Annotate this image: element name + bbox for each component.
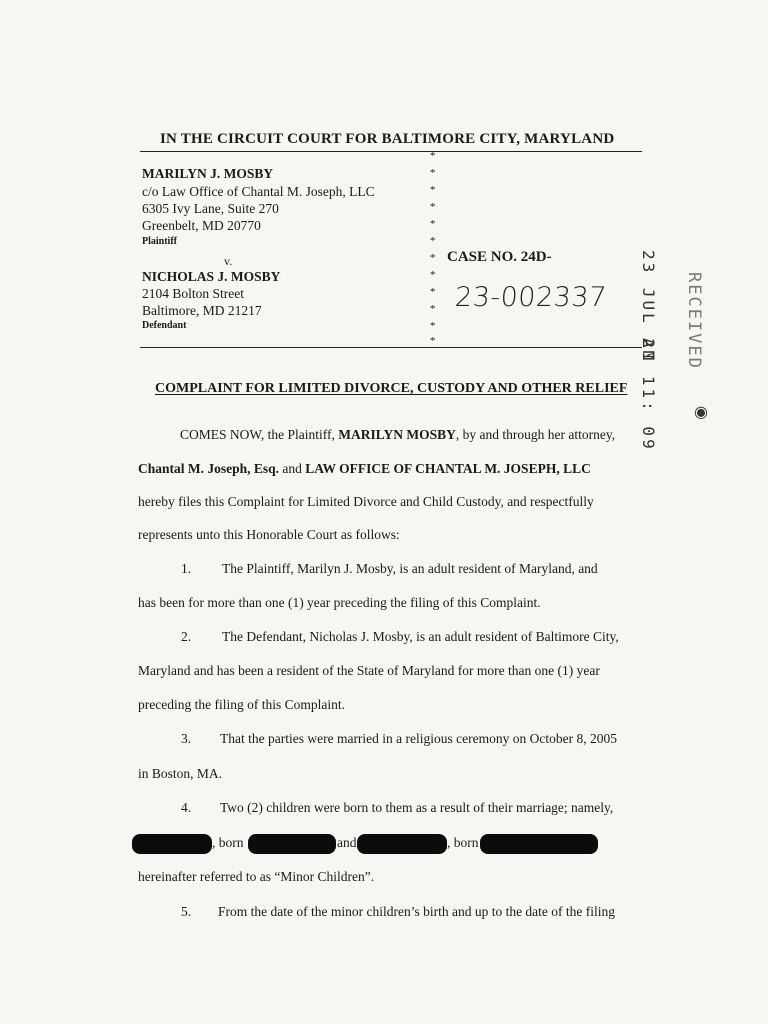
paragraph-3-line-1: That the parties were married in a religious ceremony on October 8, 2005	[220, 731, 617, 746]
complaint-title: COMPLAINT FOR LIMITED DIVORCE, CUSTODY AND OTHER RELIEF	[155, 381, 628, 396]
plaintiff-address-line1: c/o Law Office of Chantal M. Joseph, LLC	[142, 184, 375, 199]
plaintiff-name: MARILYN J. MOSBY	[142, 166, 274, 181]
intro-line-1	[180, 427, 615, 443]
filing-date-stamp: 23 JUL 21	[639, 250, 658, 364]
caption-star: *	[430, 235, 436, 247]
intro-text: COMES NOW, the Plaintiff,	[180, 427, 339, 442]
born-text: , born	[447, 835, 479, 850]
attorney-name: Chantal M. Joseph, Esq.	[138, 461, 280, 476]
intro-text: , by and through her attorney,	[455, 427, 616, 442]
seal-icon: ◉	[694, 404, 708, 421]
paragraph-4-line-3: hereinafter referred to as “Minor Children”.	[138, 869, 375, 884]
plaintiff-address-line3: Greenbelt, MD 20770	[142, 218, 261, 233]
defendant-name: NICHOLAS J. MOSBY	[142, 269, 281, 284]
redaction-bar	[357, 834, 447, 854]
caption-star: *	[430, 320, 436, 332]
caption-star: *	[430, 201, 436, 213]
redaction-bar	[480, 834, 598, 854]
received-stamp: RECEIVED	[684, 272, 704, 370]
caption-bottom-rule	[140, 347, 642, 348]
law-office-name: LAW OFFICE OF CHANTAL M. JOSEPH, LLC	[305, 461, 591, 476]
paragraph-2-line-3: preceding the filing of this Complaint.	[138, 697, 345, 712]
case-number-label: CASE NO. 24D-	[447, 249, 552, 265]
intro-line-3: hereby files this Complaint for Limited Divorce and Child Custody, and respectfully	[138, 494, 594, 509]
defendant-role: Defendant	[142, 320, 187, 331]
intro-line-2	[138, 461, 591, 477]
paragraph-1-line-2: has been for more than one (1) year preceding the filing of this Complaint.	[138, 595, 541, 610]
paragraph-2-line-2: Maryland and has been a resident of the State of Maryland for more than one (1) year	[138, 663, 600, 678]
caption-star: *	[430, 303, 436, 315]
defendant-address-line2: Baltimore, MD 21217	[142, 303, 262, 318]
versus-label: v.	[224, 254, 233, 268]
paragraph-number: 3.	[181, 731, 192, 746]
intro-line-4: represents unto this Honorable Court as follows:	[138, 527, 400, 542]
plaintiff-address-line2: 6305 Ivy Lane, Suite 270	[142, 201, 279, 216]
caption-star: *	[430, 218, 436, 230]
paragraph-number: 1.	[181, 561, 192, 576]
caption-star: *	[430, 184, 436, 196]
paragraph-3-line-2: in Boston, MA.	[138, 766, 223, 781]
paragraph-number: 5.	[181, 904, 192, 919]
defendant-address-line1: 2104 Bolton Street	[142, 286, 244, 301]
redaction-bar	[248, 834, 336, 854]
court-title: IN THE CIRCUIT COURT FOR BALTIMORE CITY, MARYLAND	[160, 131, 615, 147]
caption-star: *	[430, 269, 436, 281]
caption-star: *	[430, 150, 436, 162]
paragraph-2-line-1: The Defendant, Nicholas J. Mosby, is an adult resident of Baltimore City,	[222, 629, 619, 644]
born-text: , born	[212, 835, 244, 850]
paragraph-number: 2.	[181, 629, 192, 644]
and-text: and	[337, 835, 357, 850]
caption-star: *	[430, 286, 436, 298]
plaintiff-role: Plaintiff	[142, 236, 177, 247]
redaction-bar	[132, 834, 212, 854]
paragraph-4-line-1: Two (2) children were born to them as a result of their marriage; namely,	[220, 800, 614, 815]
caption-star: *	[430, 167, 436, 179]
intro-text: and	[279, 461, 306, 476]
plaintiff-name-inline: MARILYN MOSBY	[338, 427, 456, 442]
filing-time-stamp: AM 11: 09	[639, 338, 658, 452]
paragraph-1-line-1: The Plaintiff, Marilyn J. Mosby, is an adult resident of Maryland, and	[222, 561, 598, 576]
caption-top-rule	[140, 151, 642, 152]
paragraph-5-line-1: From the date of the minor children’s birth and up to the date of the filing	[218, 904, 616, 919]
case-number-handwritten: 23-002337	[453, 282, 608, 313]
caption-star: *	[430, 335, 436, 347]
caption-star: *	[430, 252, 436, 264]
paragraph-number: 4.	[181, 800, 192, 815]
